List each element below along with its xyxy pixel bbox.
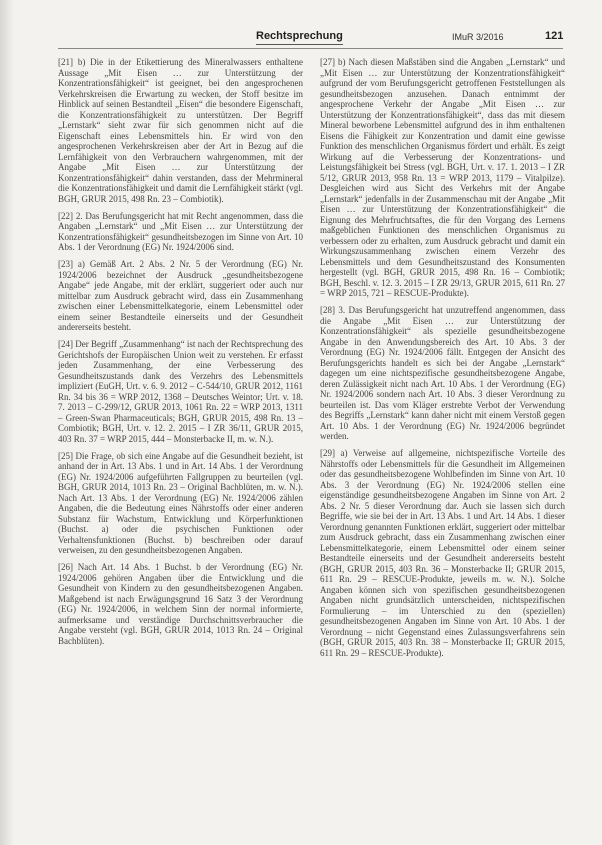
header-rule bbox=[58, 48, 563, 49]
page-header bbox=[0, 0, 602, 52]
paragraph-26: [26] Nach Art. 14 Abs. 1 Buchst. b der Verordnung (EG) Nr. 1924/2006 gehören Angaben über die Entwicklung und die Gesundheit von Kindern zu den gesundheitsbezogenen Angaben. Maßgebend ist nach Erwägungsgrund 16 Satz 3 der Verordnung (EG) Nr. 1924/2006, in welchem Sinn der normal informierte, aufmerksame und verständige Durchschnittsverbraucher die Angabe versteht (vgl. BGH, GRUR 2014, 1013 Rn. 24 – Original Bachblüten). bbox=[58, 562, 303, 646]
journal-reference: IMuR 3/2016 bbox=[452, 32, 504, 42]
right-column bbox=[320, 57, 565, 665]
page-binding-shadow bbox=[0, 0, 14, 845]
paragraph-25: [25] Die Frage, ob sich eine Angabe auf die Gesundheit bezieht, ist anhand der in Art. 13 Abs. 1 und in Art. 14 Abs. 1 der Verordnung (EG) Nr. 1924/2006 aufgeführten Fallgruppen zu beurteilen (vgl. BGH, GRUR 2014, 1013 Rn. 23 – Original Bachblüten, m. w. N.). Nach Art. 13 Abs. 1 der Verordnung (EG) Nr. 1924/2006 zählen Angaben, die die Bedeutung eines Nährstoffs oder einer anderen Substanz für Wachstum, Entwicklung und Körperfunktionen (Buchst. a) oder die psychischen Funktionen oder Verhaltensfunktionen (Buchst. b) beschreiben oder darauf verweisen, zu den gesundheitsbezogenen Angaben. bbox=[58, 450, 303, 555]
paragraph-21: [21] b) Die in der Etikettierung des Mineralwassers enthaltene Aussage „Mit Eisen … zur Unterstützung der Konzentrationsfähigkeit“ ist geeignet, bei den angesprochenen Verkehrskreisen die Erwartung zu wecken, der Stoff besitze im Hinblick auf seinen Bestandteil „Eisen“ die besondere Eigenschaft, die Konzentrationsfähigkeit zu unterstützen. Der Begriff „Lernstark“ sieht zwar für sich genommen nicht auf die Eigenschaft eines Lebensmittels hin. Er wird von den angesprochenen Verkehrskreisen aber der Art in Bezug auf die Lernfähigkeit von den Verbrauchern wahrgenommen, mit der Angabe „Mit Eisen … zur Unterstützung der Konzentrationsfähigkeit“ dahin verstanden, dass der Mehrmineral die Konzentrationsfähigkeit und damit die Lernfähigkeit stärkt (vgl. BGH, GRUR 2015, 498 Rn. 23 – Combiotik). bbox=[58, 57, 303, 204]
paragraph-27: [27] b) Nach diesen Maßstäben sind die Angaben „Lernstark“ und „Mit Eisen … zur Unterstützung der Konzentrationsfähigkeit“ aufgrund der vom Berufungsgericht getroffenen Feststellungen als gesundheitsbezogen anzusehen. Danach entnimmt der angesprochene Verkehr der Angabe „Mit Eisen … zur Unterstützung der Konzentrationsfähigkeit“, dass das mit diesem Mineral beworbene Lebensmittel aufgrund des in ihm enthaltenen Eisens die Fähigkeit zur Konzentration und damit eine gewisse Funktion des menschlichen Organismus fördert und erhält. Es zeigt Wirkung auf die Verbesserung der Konzentrations- und Leistungsfähigkeit bei Stress (vgl. BGH, Urt. v. 17. 1. 2013 – I ZR 5/12, GRUR 2013, 958 Rn. 13 = WRP 2013, 1179 – Vitalpilze). Desgleichen wird aus Sicht des Verkehrs mit der Angabe „Lernstark“ jedenfalls in der Zusammenschau mit der Angabe „Mit Eisen … zur Unterstützung der Konzentrationsfähigkeit“ die Eignung des Mehrfruchtsaftes, die für den Vorgang des Lernens maßgeblichen Funktionen des menschlichen Organismus zu verbessern oder zu erhalten, zum Ausdruck gebracht und damit ein Wirkungszusammenhang zwischen einem Verzehr des Lebensmittels und dem Gesundheitszustand des Konsumenten hergestellt (vgl. BGH, GRUR 2015, 498 Rn. 16 – Combiotik; BGH, Beschl. v. 12. 3. 2015 – I ZR 29/13, GRUR 2015, 611 Rn. 27 = WRP 2015, 721 – RESCUE‑Produkte). bbox=[320, 57, 565, 298]
page-number: 121 bbox=[545, 30, 564, 42]
left-column bbox=[58, 57, 303, 653]
paragraph-23: [23] a) Gemäß Art. 2 Abs. 2 Nr. 5 der Verordnung (EG) Nr. 1924/2006 bezeichnet der Ausdruck „gesundheitsbezogene Angabe“ jede Angabe, mit der erklärt, suggeriert oder auch nur mittelbar zum Ausdruck gebracht wird, dass ein Zusammenhang zwischen einer Lebensmittelkategorie, einem Lebensmittel oder einem seiner Bestandteile einerseits und der Gesundheit andererseits besteht. bbox=[58, 259, 303, 332]
paragraph-22: [22] 2. Das Berufungsgericht hat mit Recht angenommen, dass die Angaben „Lernstark“ und „Mit Eisen … zur Unterstützung der Konzentrationsfähigkeit“ gesundheitsbezogen im Sinne von Art. 10 Abs. 1 der Verordnung (EG) Nr. 1924/2006 sind. bbox=[58, 210, 303, 252]
paragraph-29: [29] a) Verweise auf allgemeine, nichtspezifische Vorteile des Nährstoffs oder Lebensmittels für die Gesundheit im Allgemeinen oder das gesundheitsbezogene Wohlbefinden im Sinne von Art. 10 Abs. 3 der Verordnung (EG) Nr. 1924/2006 stellen eine eigenständige gesundheitsbezogene Angaben im Sinne von Art. 2 Abs. 2 Nr. 5 dieser Verordnung dar. Auch sie lassen sich durch Begriffe, wie sie bei der in Art. 13 Abs. 1 und Art. 14 Abs. 1 dieser Verordnung genannten Funktionen erklärt, suggeriert oder mittelbar zum Ausdruck gebracht, dass ein Zusammenhang zwischen einer Lebensmittelkategorie, einem Lebensmittel oder einem seiner Bestandteile einerseits und der Gesundheit andererseits besteht (BGH, GRUR 2015, 403 Rn. 36 – Monsterbacke II; GRUR 2015, 611 Rn. 29 – RESCUE‑Produkte, jeweils m. w. N.). Solche Angaben können sich von spezifischen gesundheitsbezogenen Angaben nicht grundsätzlich unterscheiden, nichtspezifischen Formulierung – im Unterschied zu den (speziellen) gesundheitsbezogenen Angaben im Sinne von Art. 10 Abs. 1 der Verordnung – nicht Gegenstand eines Zulassungsverfahrens sein (BGH, GRUR 2015, 403 Rn. 38 – Monsterbacke II; GRUR 2015, 611 Rn. 29 – RESCUE‑Produkte). bbox=[320, 448, 565, 658]
section-title: Rechtsprechung bbox=[256, 30, 343, 45]
paragraph-24: [24] Der Begriff „Zusammenhang“ ist nach der Rechtsprechung des Gerichtshofs der Europäischen Union weit zu verstehen. Er erfasst jeden Zusammenhang, der eine Verbesserung des Gesundheitszustands dank des Verzehrs des Lebensmittels impliziert (EuGH, Urt. v. 6. 9. 2012 – C‑544/10, GRUR 2012, 1161 Rn. 34 bis 36 = WRP 2012, 1368 – Deutsches Weintor; Urt. v. 18. 7. 2013 – C‑299/12, GRUR 2013, 1061 Rn. 22 = WRP 2013, 1311 – Green‑Swan Pharmaceuticals; BGH, GRUR 2015, 498 Rn. 13 – Combiotik; BGH, Urt. v. 12. 2. 2015 – I ZR 36/11, GRUR 2015, 403 Rn. 37 = WRP 2015, 444 – Monsterbacke II, m. w. N.). bbox=[58, 339, 303, 444]
paragraph-28: [28] 3. Das Berufungsgericht hat unzutreffend angenommen, dass die Angabe „Mit Eisen … zur Unterstützung der Konzentrationsfähigkeit“ als spezielle gesundheitsbezogene Angabe in den Anwendungsbereich des Art. 10 Abs. 3 der Verordnung (EG) Nr. 1924/2006 fällt. Entgegen der Ansicht des Berufungsgerichts handelt es sich bei der Angabe „Lernstark“ dagegen um eine nichtspezifische gesundheitsbezogene Angabe, deren Zulässigkeit nicht nach Art. 10 Abs. 1 der Verordnung (EG) Nr. 1924/2006 sondern nach Art. 10 Abs. 3 dieser Verordnung zu beurteilen ist. Das vom Kläger erstrebte Verbot der Verwendung des Begriffs „Lernstark“ kann daher nicht mit einem Verstoß gegen Art. 10 Abs. 1 der Verordnung (EG) Nr. 1924/2006 begründet werden. bbox=[320, 305, 565, 441]
